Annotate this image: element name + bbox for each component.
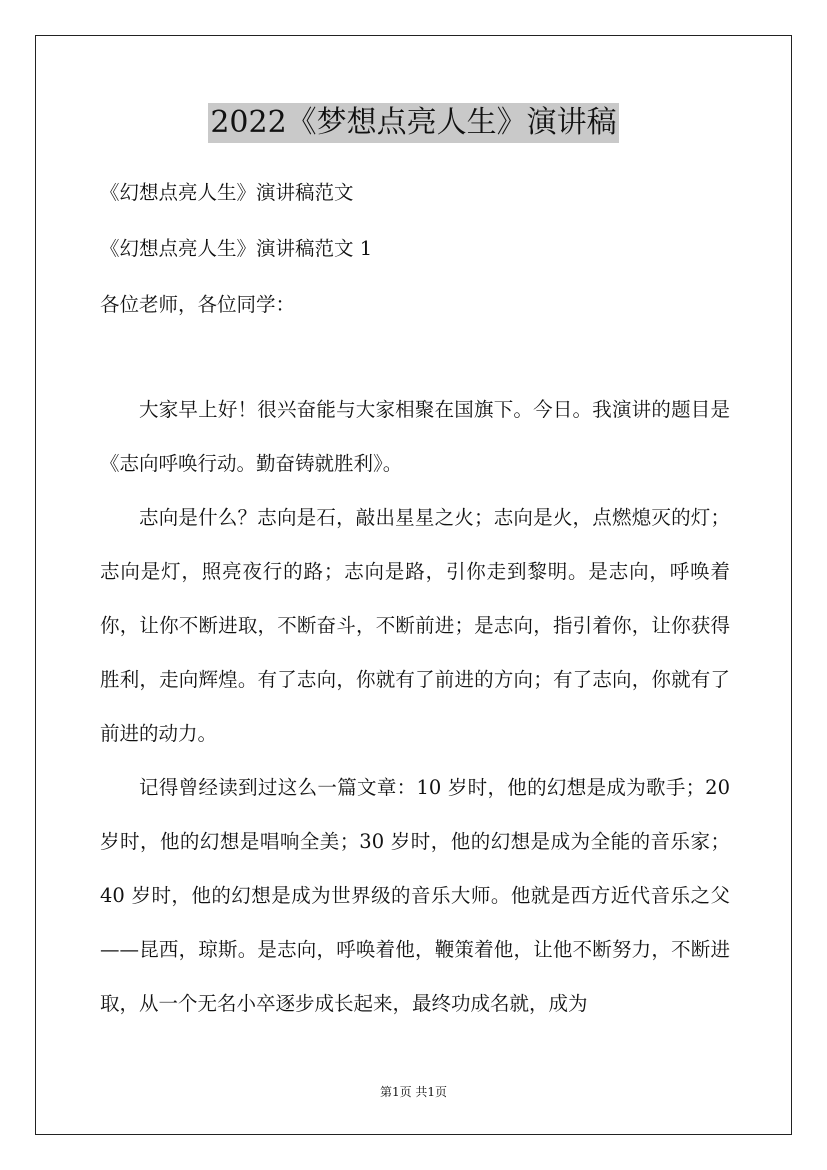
paragraph-3: 记得曾经读到过这么一篇文章：10 岁时，他的幻想是成为歌手；20 岁时，他的幻想是唱响全美；30 岁时，他的幻想是成为全能的音乐家；40 岁时，他的幻想是成为世界级的音乐大师。他就是西方近代音乐之父——昆西，琼斯。是志向，呼唤着他，鞭策着他，让他不断努力，不断进取，从一个无名小卒逐步成长起来，最终功成名就，成为 [100, 776, 730, 1015]
document-title: 2022《梦想点亮人生》演讲稿 [208, 103, 618, 143]
subtitle-1: 《幻想点亮人生》演讲稿范文 [100, 181, 354, 204]
title-container [0, 103, 827, 143]
paragraph-2: 志向是什么？志向是石，敲出星星之火；志向是火，点燃熄灭的灯；志向是灯，照亮夜行的路；志向是路，引你走到黎明。是志向，呼唤着你，让你不断进取，不断奋斗，不断前进；是志向，指引着你，让你获得胜利，走向辉煌。有了志向，你就有了前进的方向；有了志向，你就有了前进的动力。 [100, 506, 730, 745]
paragraph-1: 大家早上好！很兴奋能与大家相聚在国旗下。今日。我演讲的题目是《志向呼唤行动。勤奋铸就胜利》。 [100, 398, 730, 475]
page-footer: 第1页 共1页 [379, 1085, 448, 1099]
subtitle-2: 《幻想点亮人生》演讲稿范文 1 [100, 237, 373, 260]
document-body [100, 383, 730, 1031]
greeting: 各位老师，各位同学： [100, 293, 296, 316]
